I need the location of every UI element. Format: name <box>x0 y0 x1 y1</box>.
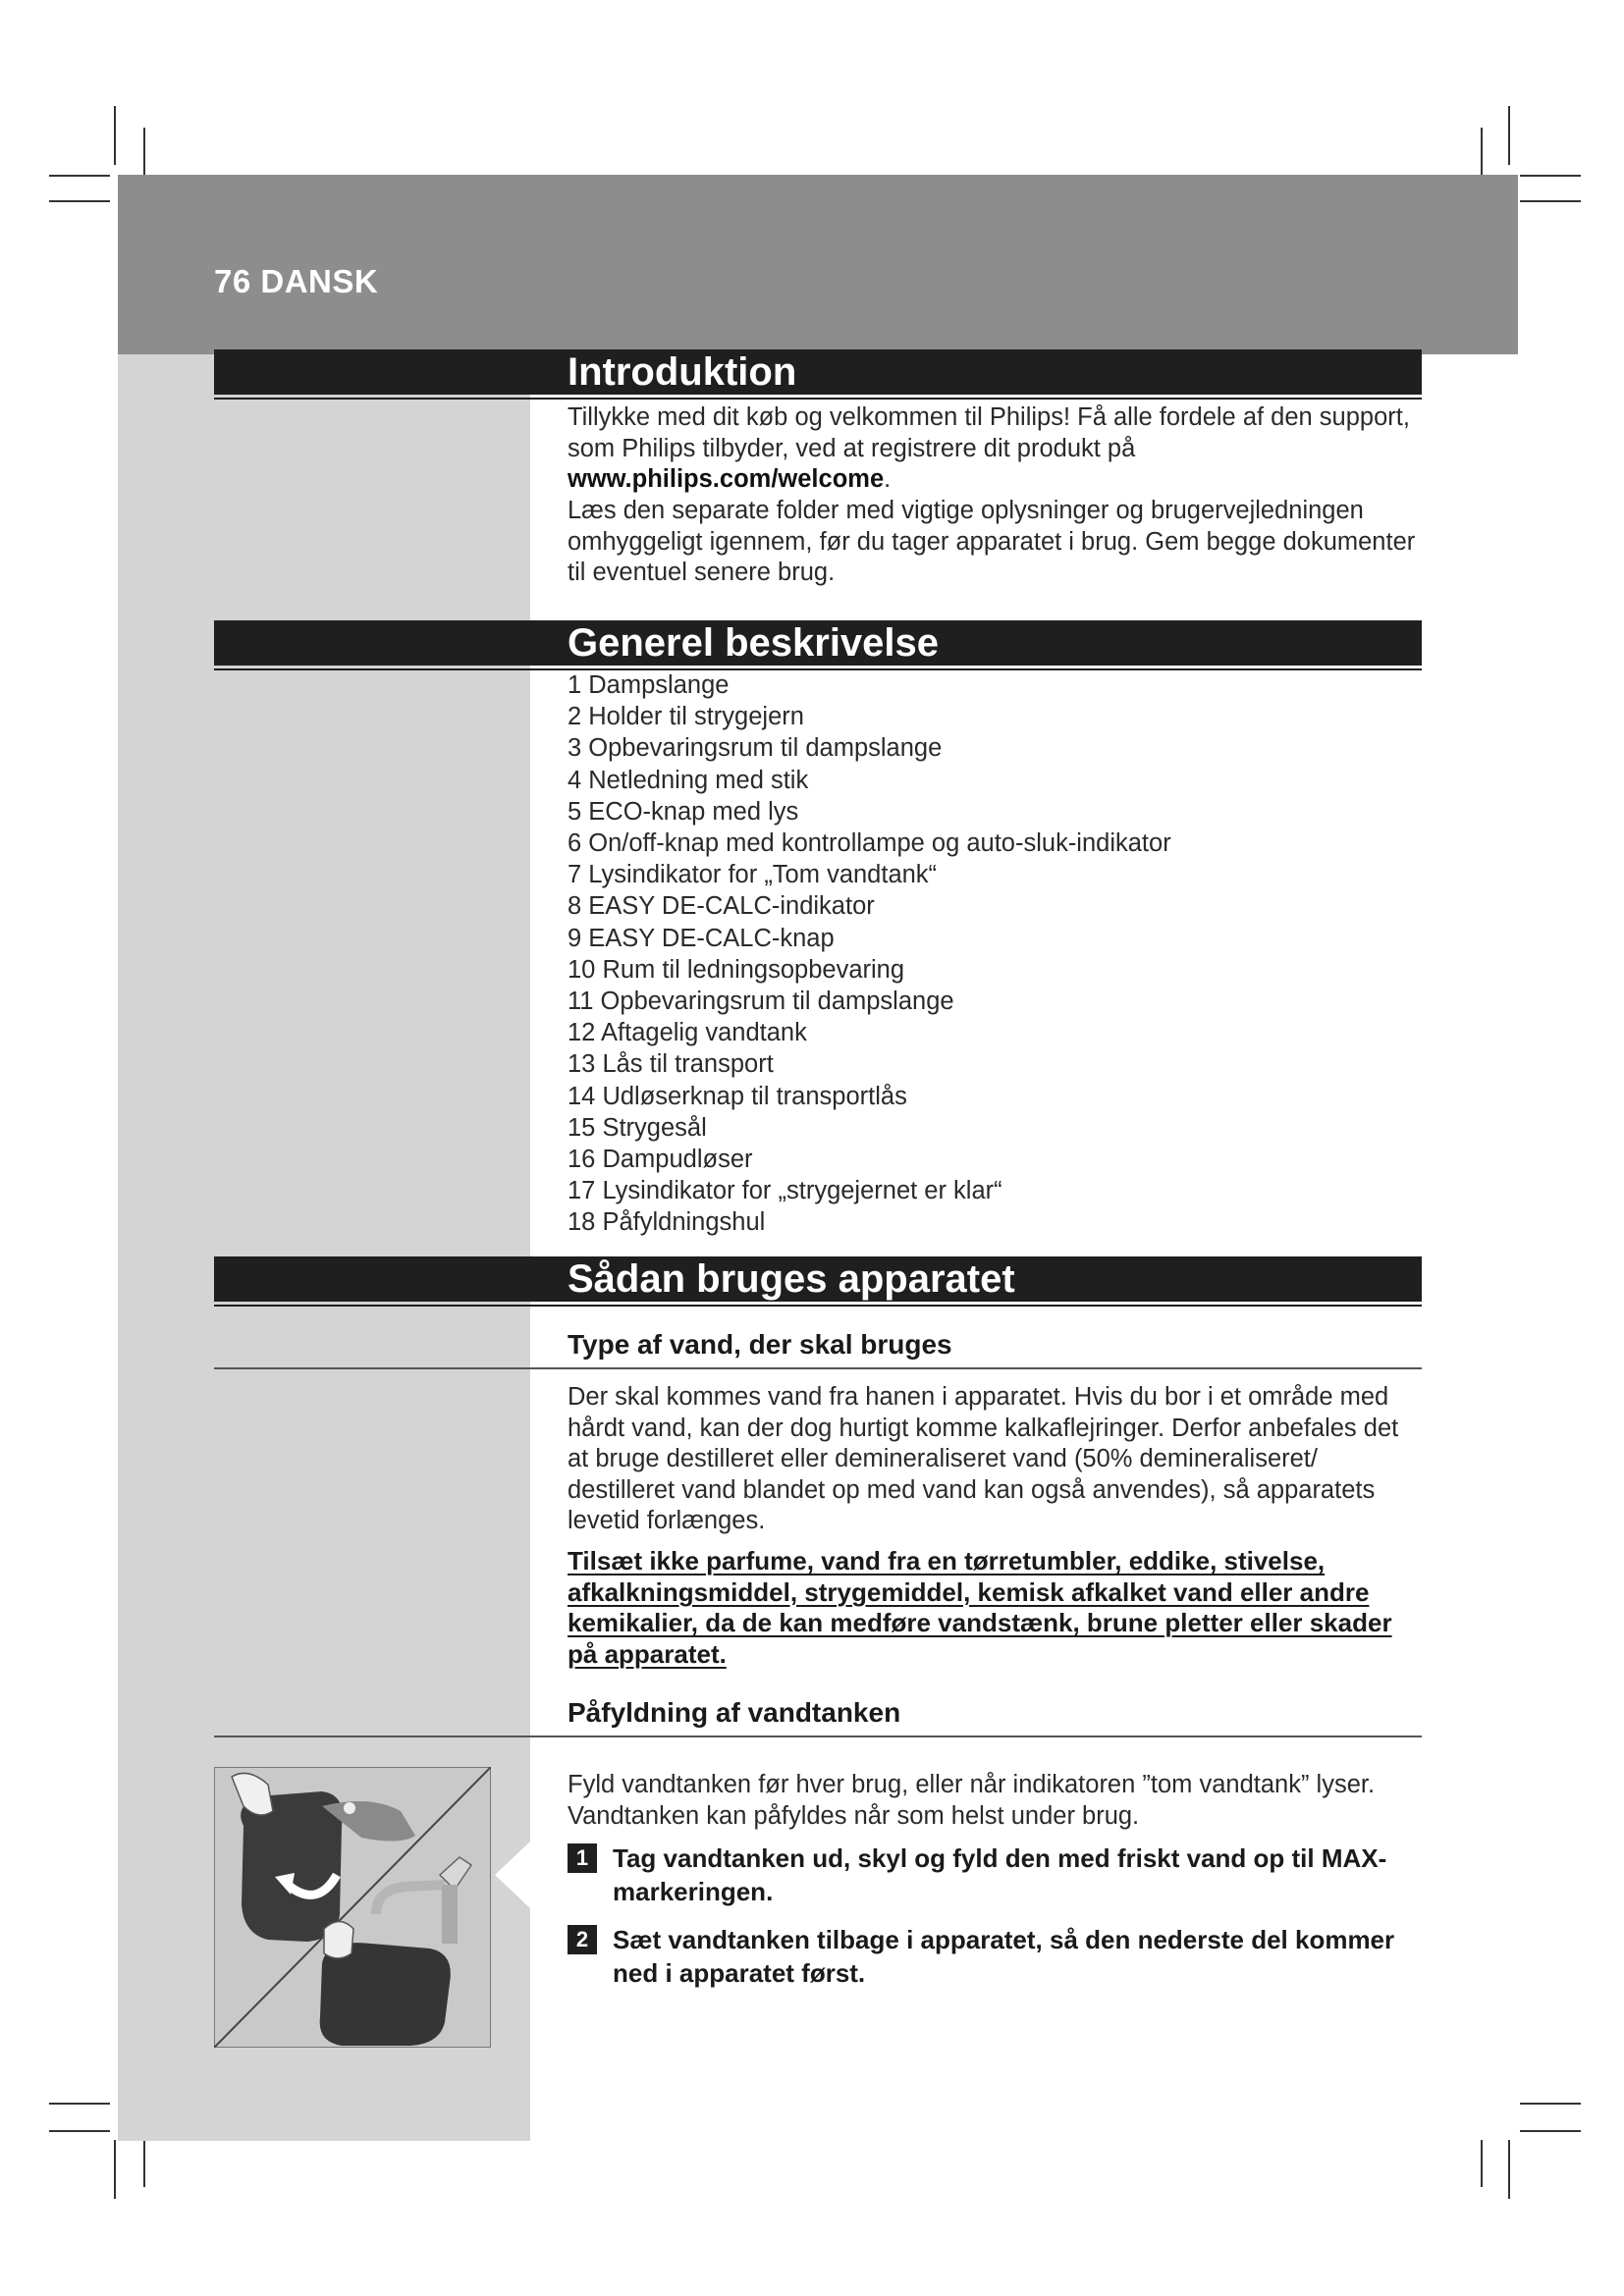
section-title-usage: Sådan bruges apparatet <box>568 1257 1015 1301</box>
list-item: 18 Påfyldningshul <box>568 1208 766 1237</box>
list-item: 12 Aftagelig vandtank <box>568 1019 807 1047</box>
list-item: 8 EASY DE-CALC-indikator <box>568 892 875 921</box>
intro-paragraph <box>568 402 1422 496</box>
warning-paragraph <box>568 1546 1422 1670</box>
intro-period: . <box>884 465 892 493</box>
list-item: 5 ECO-knap med lys <box>568 797 799 826</box>
crop-mark <box>114 2140 116 2199</box>
illustration-pointer <box>495 1842 530 1908</box>
list-item: 14 Udløserknap til transportlås <box>568 1082 907 1110</box>
list-item: 7 Lysindikator for „Tom vandtank“ <box>568 861 938 889</box>
water-type-paragraph: Der skal kommes vand fra hanen i apparatet. Hvis du bor i et område med hårdt vand, kan der dog hurtigt komme kalkaflejringer. Derfor anbefales det at bruge destilleret eller demineraliseret vand (50% demineraliseret/ destilleret vand blandet op med vand kan også anvendes), så apparatets levetid forlænges. <box>568 1383 1399 1534</box>
list-item: 4 Netledning med stik <box>568 766 809 794</box>
crop-mark <box>1481 128 1483 175</box>
crop-mark <box>1520 2130 1581 2132</box>
step-text: Sæt vandtanken tilbage i apparatet, så den nederste del kommer ned i apparatet først. <box>613 1925 1395 1988</box>
step-text: Tag vandtanken ud, skyl og fyld den med friskt vand op til MAX-markeringen. <box>613 1843 1387 1906</box>
crop-mark <box>1520 2103 1581 2105</box>
list-item: 16 Dampudløser <box>568 1146 753 1174</box>
intro-paragraph-2: Læs den separate folder med vigtige oplysninger og brugervejledningen omhyggeligt igennem, før du tager apparatet i brug. Gem begge dokumenter til eventuel senere brug. <box>568 497 1416 586</box>
intro-text: Tillykke med dit køb og velkommen til Philips! Få alle fordele af den support, som Philips tilbyder, ved at registrere dit produkt på <box>568 403 1410 462</box>
list-item: 1 Dampslange <box>568 671 730 699</box>
parts-list <box>568 669 1171 1239</box>
subheading-rule <box>214 1367 1422 1369</box>
step-2 <box>568 1923 1422 1990</box>
crop-mark <box>1520 175 1581 177</box>
list-item: 17 Lysindikator for „strygejernet er klar“ <box>568 1177 1002 1205</box>
crop-mark <box>49 175 110 177</box>
crop-mark <box>49 200 110 202</box>
crop-mark <box>1508 2140 1510 2199</box>
subheading-rule <box>214 1735 1422 1737</box>
list-item: 3 Opbevaringsrum til dampslange <box>568 734 943 763</box>
crop-mark <box>1508 106 1510 165</box>
filling-paragraph: Fyld vandtanken før hver brug, eller når indikatoren ”tom vandtank” lyser. Vandtanken kan påfyldes når som helst under brug. <box>568 1771 1376 1830</box>
water-tank-illustration <box>214 1767 491 2048</box>
warning-text: Tilsæt ikke parfume, vand fra en tørretumbler, eddike, stivelse, afkalkningsmiddel, strygemiddel, kemisk afkalket vand eller andre kemikalier, da de kan medføre vandstænk, brune pletter eller skader på apparatet. <box>568 1546 1392 1669</box>
section-bar-introduction <box>214 349 1422 395</box>
list-item: 2 Holder til strygejern <box>568 703 804 731</box>
step-1 <box>568 1842 1422 1908</box>
subheading-water-type: Type af vand, der skal bruges <box>568 1329 952 1360</box>
step-number-badge: 2 <box>568 1925 597 1954</box>
section-title-description: Generel beskrivelse <box>568 621 940 665</box>
list-item: 9 EASY DE-CALC-knap <box>568 924 835 952</box>
crop-mark <box>49 2130 110 2132</box>
crop-mark <box>143 128 145 175</box>
subheading-filling: Påfyldning af vandtanken <box>568 1697 901 1728</box>
section-title-introduction: Introduktion <box>568 350 797 394</box>
page-number: 76 DANSK <box>214 263 379 299</box>
step-number-badge: 1 <box>568 1843 597 1873</box>
list-item: 10 Rum til ledningsopbevaring <box>568 955 905 984</box>
crop-mark <box>1481 2140 1483 2187</box>
welcome-link[interactable]: www.philips.com/welcome <box>568 465 885 493</box>
crop-mark <box>114 106 116 165</box>
list-item: 11 Opbevaringsrum til dampslange <box>568 988 954 1016</box>
crop-mark <box>49 2103 110 2105</box>
list-item: 13 Lås til transport <box>568 1050 774 1079</box>
list-item: 6 On/off-knap med kontrollampe og auto-sluk-indikator <box>568 829 1171 858</box>
crop-mark <box>143 2140 145 2187</box>
crop-mark <box>1520 200 1581 202</box>
list-item: 15 Strygesål <box>568 1113 707 1142</box>
